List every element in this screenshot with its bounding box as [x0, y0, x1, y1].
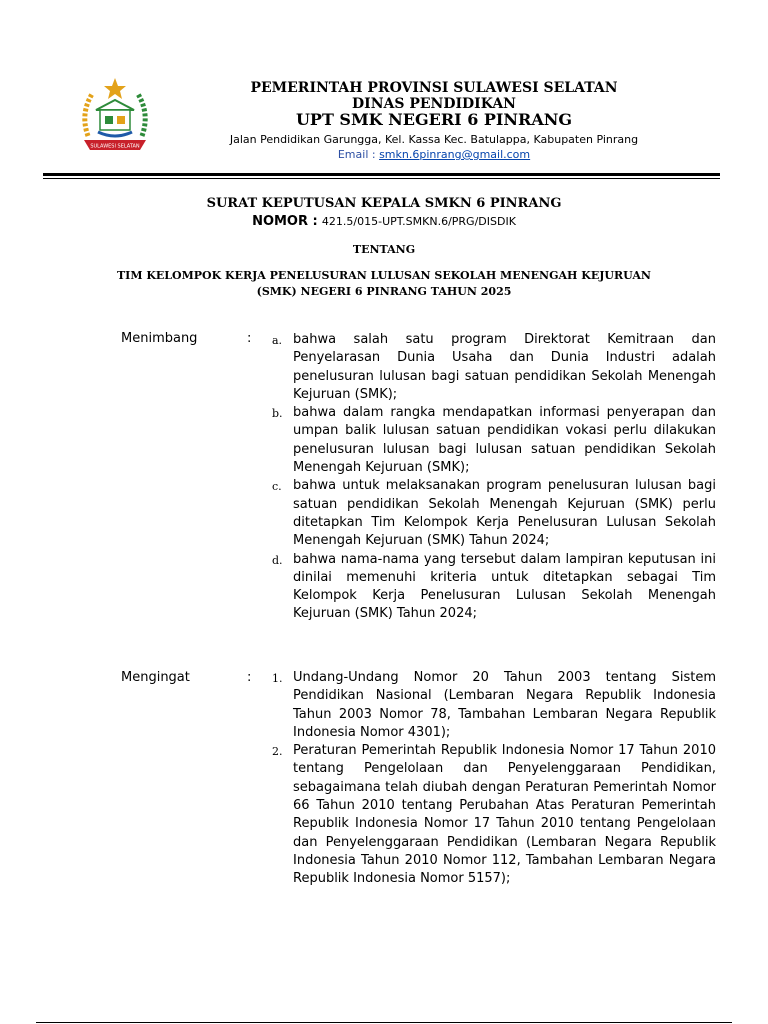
list-item: [272, 669, 716, 742]
list-item-text: bahwa salah satu program Direktorat Kemitraan dan Penyelarasan Dunia Usaha dan Dunia Industri adalah penelusuran lulusan bagi satuan pendidikan Sekolah Menengah Kejuruan (SMK);: [293, 332, 716, 402]
list-marker: c.: [272, 480, 282, 494]
logo-ribbon-text: SULAWESI SELATAN: [90, 143, 140, 150]
mengingat-label: Mengingat: [121, 670, 190, 685]
menimbang-colon: :: [247, 331, 252, 346]
page-bottom-rule: [36, 1022, 732, 1023]
list-item: [272, 331, 716, 404]
list-item: [272, 477, 716, 550]
decree-title: SURAT KEPUTUSAN KEPALA SMKN 6 PINRANG: [206, 196, 562, 211]
list-item-text: Undang-Undang Nomor 20 Tahun 2003 tentang Sistem Pendidikan Nasional (Lembaran Negara Republik Indonesia Tahun 2003 Nomor 78, Tambahan Lembaran Negara Republik Indonesia Nomor 4301);: [293, 670, 716, 740]
list-item-text: Peraturan Pemerintah Republik Indonesia Nomor 17 Tahun 2010 tentang Pengelolaan dan Penyelenggaraan Pendidikan, sebagaimana telah diubah dengan Peraturan Pemerintah Nomor 66 Tahun 2010 tentang Perubahan Atas Peraturan Pemerintah Republik Indonesia Nomor 17 Tahun 2010 tentang Pengelolaan dan Penyelenggaraan Pendidikan (Lembaran Negara Republik Indonesia Tahun 2010 Nomor 112, Tambahan Lembaran Negara Republik Indonesia Nomor 5157);: [293, 743, 716, 887]
list-marker: 1.: [272, 672, 283, 685]
tentang-heading: TENTANG: [352, 243, 416, 256]
email-link[interactable]: smkn.6pinrang@gmail.com: [379, 148, 531, 161]
decree-subject-line2: (SMK) NEGERI 6 PINRANG TAHUN 2025: [256, 285, 512, 298]
list-marker: b.: [272, 407, 283, 421]
email-label: Email :: [337, 148, 380, 161]
mengingat-list: [272, 669, 716, 889]
provincial-emblem-logo: [78, 76, 152, 156]
list-item-text: bahwa nama-nama yang tersebut dalam lampiran keputusan ini dinilai memenuhi kriteria untuk ditetapkan sebagai Tim Kelompok Kerja Penelusuran Lulusan Sekolah Menengah Kejuruan (SMK) Tahun 2024;: [293, 551, 716, 622]
menimbang-label: Menimbang: [121, 331, 198, 346]
list-marker: 2.: [272, 745, 283, 759]
letterhead-address: Jalan Pendidikan Garungga, Kel. Kassa Kec. Batulappa, Kabupaten Pinrang: [229, 133, 639, 146]
nomor-label: NOMOR :: [252, 214, 318, 229]
letterhead-email: [150, 148, 718, 162]
letterhead-government: PEMERINTAH PROVINSI SULAWESI SELATAN: [250, 80, 618, 96]
list-item: [272, 742, 716, 888]
list-marker: d.: [272, 553, 283, 567]
list-item-text: bahwa dalam rangka mendapatkan informasi penyerapan dan umpan balik lulusan satuan pendidikan vokasi perlu dilakukan penelusuran lulusan bagi lulusan satuan pendidikan Sekolah Menengah Kejuruan (SMK);: [293, 405, 716, 476]
mengingat-colon: :: [247, 670, 252, 685]
decree-subject-line1: TIM KELOMPOK KERJA PENELUSURAN LULUSAN SEKOLAH MENENGAH KEJURUAN: [116, 269, 651, 282]
nomor-value: 421.5/015-UPT.SMKN.6/PRG/DISDIK: [321, 215, 516, 228]
list-item: [272, 551, 716, 624]
letterhead-rule-thick: [43, 173, 720, 176]
list-item: [272, 404, 716, 477]
menimbang-list: [272, 331, 716, 624]
decree-number: [40, 213, 728, 230]
letterhead-rule-thin: [43, 178, 720, 179]
list-item-text: bahwa untuk melaksanakan program penelusuran lulusan bagi satuan pendidikan Sekolah Menengah Kejuruan (SMK) perlu ditetapkan Tim Kelompok Kerja Penelusuran Lulusan Sekolah Menengah Kejuruan (SMK) Tahun 2024;: [293, 478, 716, 549]
letterhead-department: DINAS PENDIDIKAN: [352, 96, 516, 112]
list-marker: a.: [272, 334, 283, 347]
letterhead-school: UPT SMK NEGERI 6 PINRANG: [295, 110, 573, 129]
